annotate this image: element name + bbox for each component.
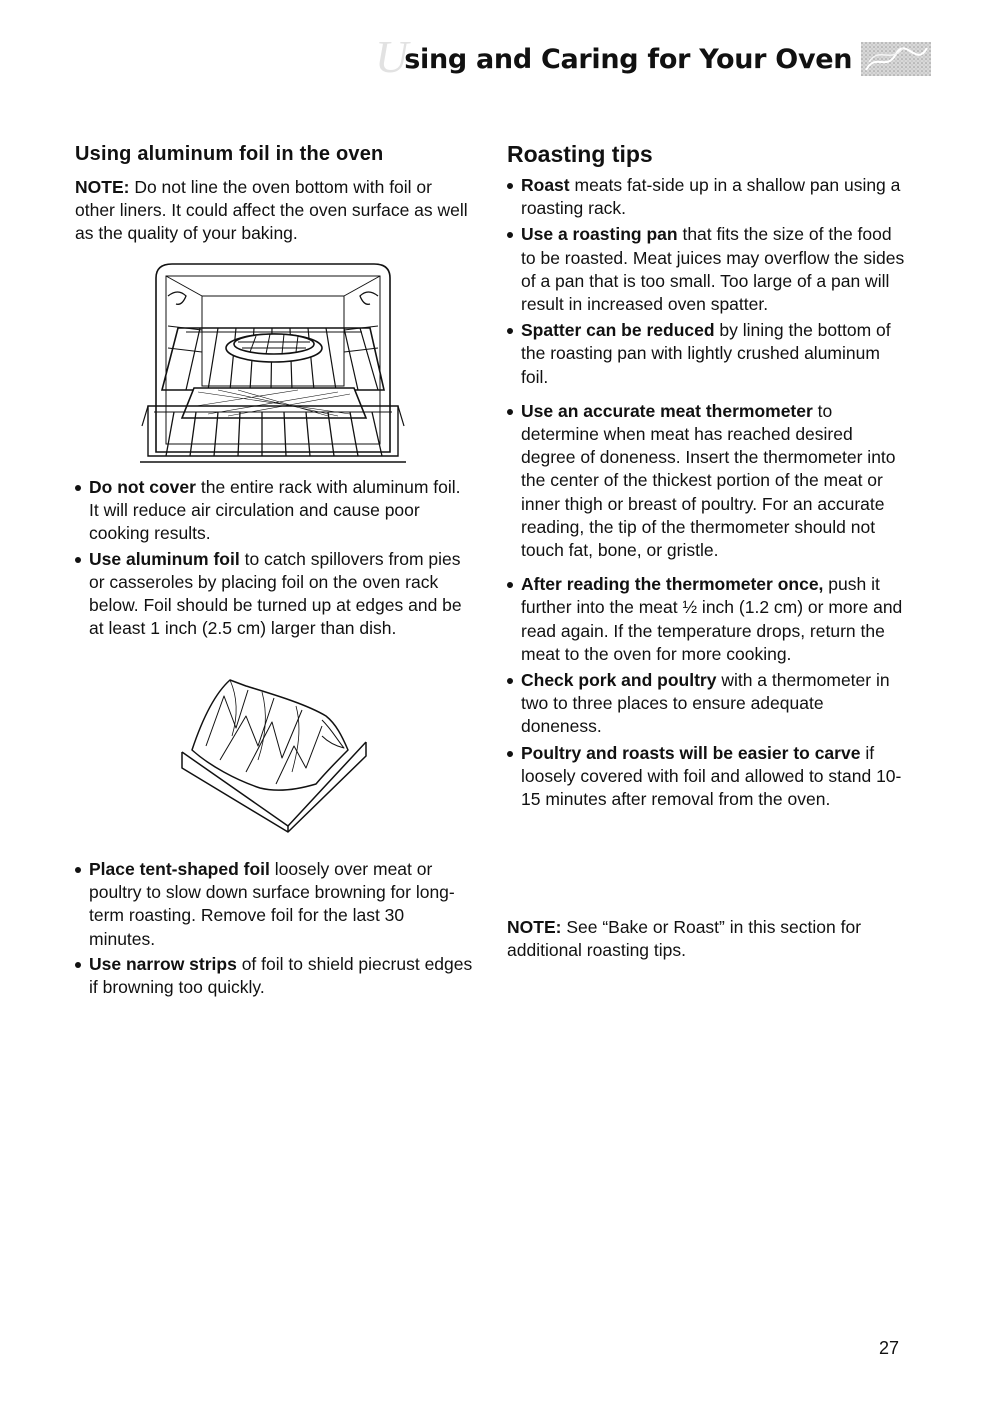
list-item-text: meats fat-side up in a shallow pan using a roasting rack.: [521, 175, 901, 219]
list-item-text: loosely over meat or poultry to slow down surface browning for long-term roasting. Remove foil for the last 30 minutes.: [89, 859, 455, 949]
note-label: NOTE:: [507, 917, 562, 937]
list-item: [75, 476, 475, 546]
tent-foil-illustration: [176, 676, 372, 834]
oven-rack-illustration: [138, 256, 408, 468]
left-note: [75, 176, 475, 246]
list-item: [75, 548, 475, 641]
list-item-bold: Use an accurate meat thermometer: [521, 400, 813, 421]
note-text: Do not line the oven bottom with foil or other liners. It could affect the oven surface as well as the quality of your baking.: [75, 177, 468, 244]
header-decorative-pattern-icon: [861, 42, 931, 76]
list-item-bold: Use aluminum foil: [89, 548, 240, 569]
list-item-bold: Roast: [521, 175, 570, 195]
right-bullet-list: [507, 174, 907, 811]
list-item: [507, 174, 907, 220]
section-heading-aluminum-foil: Using aluminum foil in the oven: [75, 143, 384, 165]
note-text: See “Bake or Roast” in this section for additional roasting tips.: [507, 917, 862, 961]
list-item-bold: After reading the thermometer once,: [521, 574, 824, 595]
left-bullet-list-bottom: [75, 858, 475, 999]
header-title: sing and Caring for Your Oven: [404, 43, 853, 75]
list-item-bold: Spatter can be reduced: [521, 320, 715, 341]
list-item-text: by lining the bottom of the roasting pan with lightly crushed aluminum foil.: [521, 320, 891, 387]
list-item: [75, 953, 475, 999]
list-item: [507, 669, 907, 739]
list-item: [507, 319, 907, 389]
list-item-bold: Poultry and roasts will be easier to carve: [521, 742, 861, 763]
list-item: [507, 742, 907, 812]
page-number: 27: [879, 1338, 900, 1358]
list-item-bold: Do not cover: [89, 477, 196, 497]
list-item: [75, 858, 475, 951]
list-item-bold: Use narrow strips: [89, 953, 237, 974]
list-item: [507, 573, 907, 666]
list-item-bold: Place tent-shaped foil: [89, 859, 270, 879]
list-item: [507, 223, 907, 316]
header-initial: U: [375, 31, 409, 82]
right-note: [507, 916, 907, 962]
list-item-text: push it further into the meat ½ inch (1.2 cm) or more and read again. If the temperature drops, return the meat to the oven for more cooking.: [521, 574, 903, 664]
page-header: [375, 31, 853, 82]
list-item-bold: Use a roasting pan: [521, 224, 678, 245]
list-item-text: that fits the size of the food to be roasted. Meat juices may overflow the sides of a pan that is too small. Too large of a pan will result in increased oven spatter.: [521, 224, 905, 315]
left-bullet-list-top: [75, 476, 475, 640]
list-item-text: to catch spillovers from pies or casseroles by placing foil on the oven rack below. Foil should be turned up at edges and be at least 1 inch (2.5 cm) larger than dish.: [89, 548, 462, 639]
list-item: [507, 400, 907, 562]
list-item-bold: Check pork and poultry: [521, 670, 717, 691]
list-item-text: the entire rack with aluminum foil. It will reduce air circulation and cause poor cooking results.: [89, 477, 461, 544]
list-item-text: of foil to shield piecrust edges if browning too quickly.: [89, 953, 473, 998]
list-item-text: if loosely covered with foil and allowed to stand 10-15 minutes after removal from the oven.: [521, 742, 902, 810]
note-label: NOTE:: [75, 177, 130, 197]
section-heading-roasting-tips: Roasting tips: [507, 141, 653, 167]
list-item-text: to determine when meat has reached desired degree of doneness. Insert the thermometer into the center of the thickest portion of the meat or inner thigh or breast of poultry. For an accurate reading, the tip of the thermometer should not touch fat, bone, or gristle.: [521, 400, 896, 561]
list-item-text: with a thermometer in two to three places to ensure adequate doneness.: [521, 670, 890, 737]
